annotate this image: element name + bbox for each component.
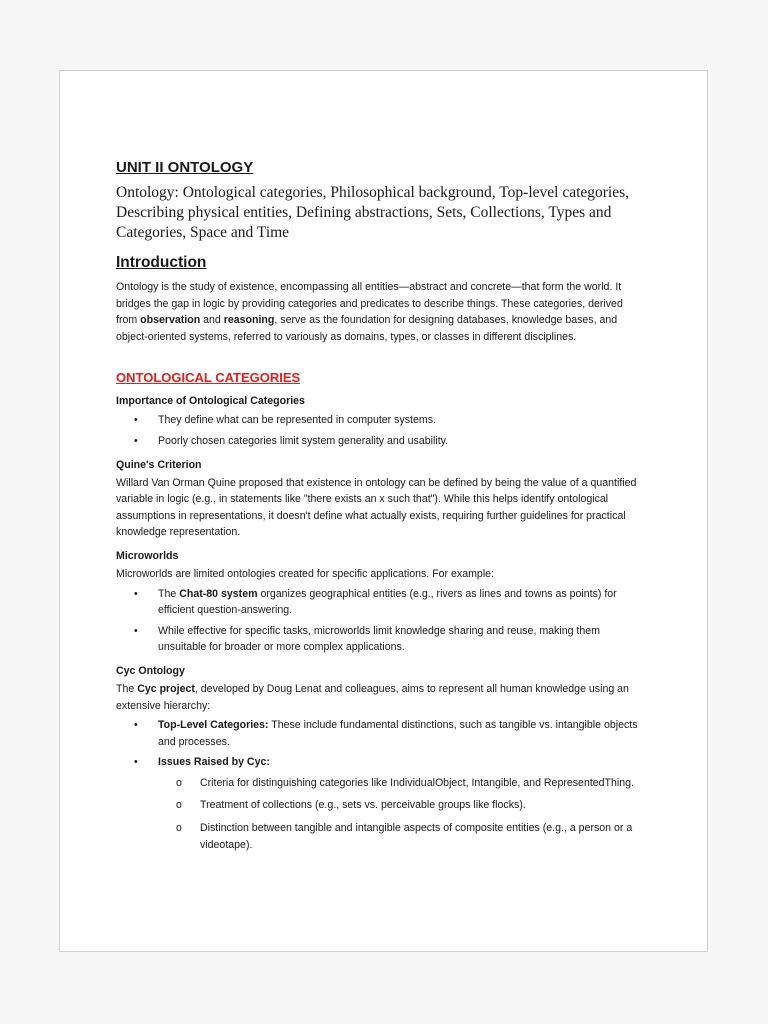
ontological-categories-heading: ONTOLOGICAL CATEGORIES — [116, 370, 301, 386]
microworlds-paragraph: Microworlds are limited ontologies created for specific applications. For example: — [116, 567, 495, 580]
circle-bullet-icon: o — [176, 799, 182, 812]
cyc-issues-list — [116, 775, 638, 853]
introduction-heading: Introduction — [116, 254, 207, 271]
bullet-icon: • — [134, 719, 138, 732]
list-item: • While effective for specific tasks, microworlds limit knowledge sharing and reuse, making them unsuitable for broader or more complex applications. — [134, 624, 600, 654]
bullet-icon: • — [134, 414, 138, 427]
list-item: • Top-Level Categories: These include fundamental distinctions, such as tangible vs. intangible objects and processes. — [134, 719, 638, 748]
list-item: • Poorly chosen categories limit system generality and usability. — [116, 433, 638, 450]
bold-reasoning: reasoning — [223, 314, 275, 327]
list-item: • The Chat-80 system organizes geographical entities (e.g., rivers as lines and towns as points) for efficient question-answering. — [134, 587, 617, 617]
sub-list-item: o Treatment of collections (e.g., sets vs. perceivable groups like flocks). — [116, 797, 638, 814]
importance-heading: Importance of Ontological Categories — [116, 395, 305, 408]
bullet-icon: • — [134, 756, 138, 769]
quine-heading: Quine's Criterion — [116, 458, 202, 471]
bullet-icon: • — [134, 624, 138, 637]
circle-bullet-icon: o — [176, 822, 182, 835]
sub-list-item: o Criteria for distinguishing categories like IndividualObject, Intangible, and RepresentedThing. — [116, 775, 638, 792]
list-item: • Issues Raised by Cyc: — [116, 754, 638, 771]
cyc-paragraph: The Cyc project, developed by Doug Lenat and colleagues, aims to represent all human knowledge using an extensive hierarchy: — [116, 682, 629, 712]
introduction-paragraph: Ontology is the study of existence, encompassing all entities—abstract and concrete—that form the world. It bridges the gap in logic by providing categories and predicates to describe things. These categories, derived from observation and reasoning, serve as the foundation for designing databases, knowledge bases, and object-oriented systems, referred to variously as domains, types, or classes in different disciplines. — [116, 281, 623, 343]
microworlds-list — [116, 586, 638, 656]
importance-list — [116, 412, 638, 449]
bold-observation: observation — [140, 314, 201, 327]
unit-title: UNIT II ONTOLOGY — [116, 159, 254, 176]
bullet-icon: • — [134, 587, 138, 600]
page-content — [116, 159, 638, 859]
unit-subtitle: Ontology: Ontological categories, Philosophical background, Top-level categories, Describing physical entities, Defining abstractions, Sets, Collections, Types and Categories, Space and Time — [116, 184, 630, 241]
circle-bullet-icon: o — [176, 776, 182, 789]
bullet-icon: • — [134, 434, 138, 447]
microworlds-heading: Microworlds — [116, 549, 179, 562]
cyc-heading: Cyc Ontology — [116, 664, 185, 677]
quine-paragraph: Willard Van Orman Quine proposed that existence in ontology can be defined by being the value of a quantified variable in logic (e.g., in statements like "there exists an x such that"). While this helps identify ontological assumptions in representations, it doesn't define what actually exists, requiring further guidelines for practical knowledge representation. — [116, 476, 637, 539]
document-page — [59, 70, 708, 952]
list-item: • They define what can be represented in computer systems. — [116, 412, 638, 429]
cyc-list — [116, 717, 638, 771]
sub-list-item: o Distinction between tangible and intangible aspects of composite entities (e.g., a person or a videotape). — [176, 822, 633, 851]
